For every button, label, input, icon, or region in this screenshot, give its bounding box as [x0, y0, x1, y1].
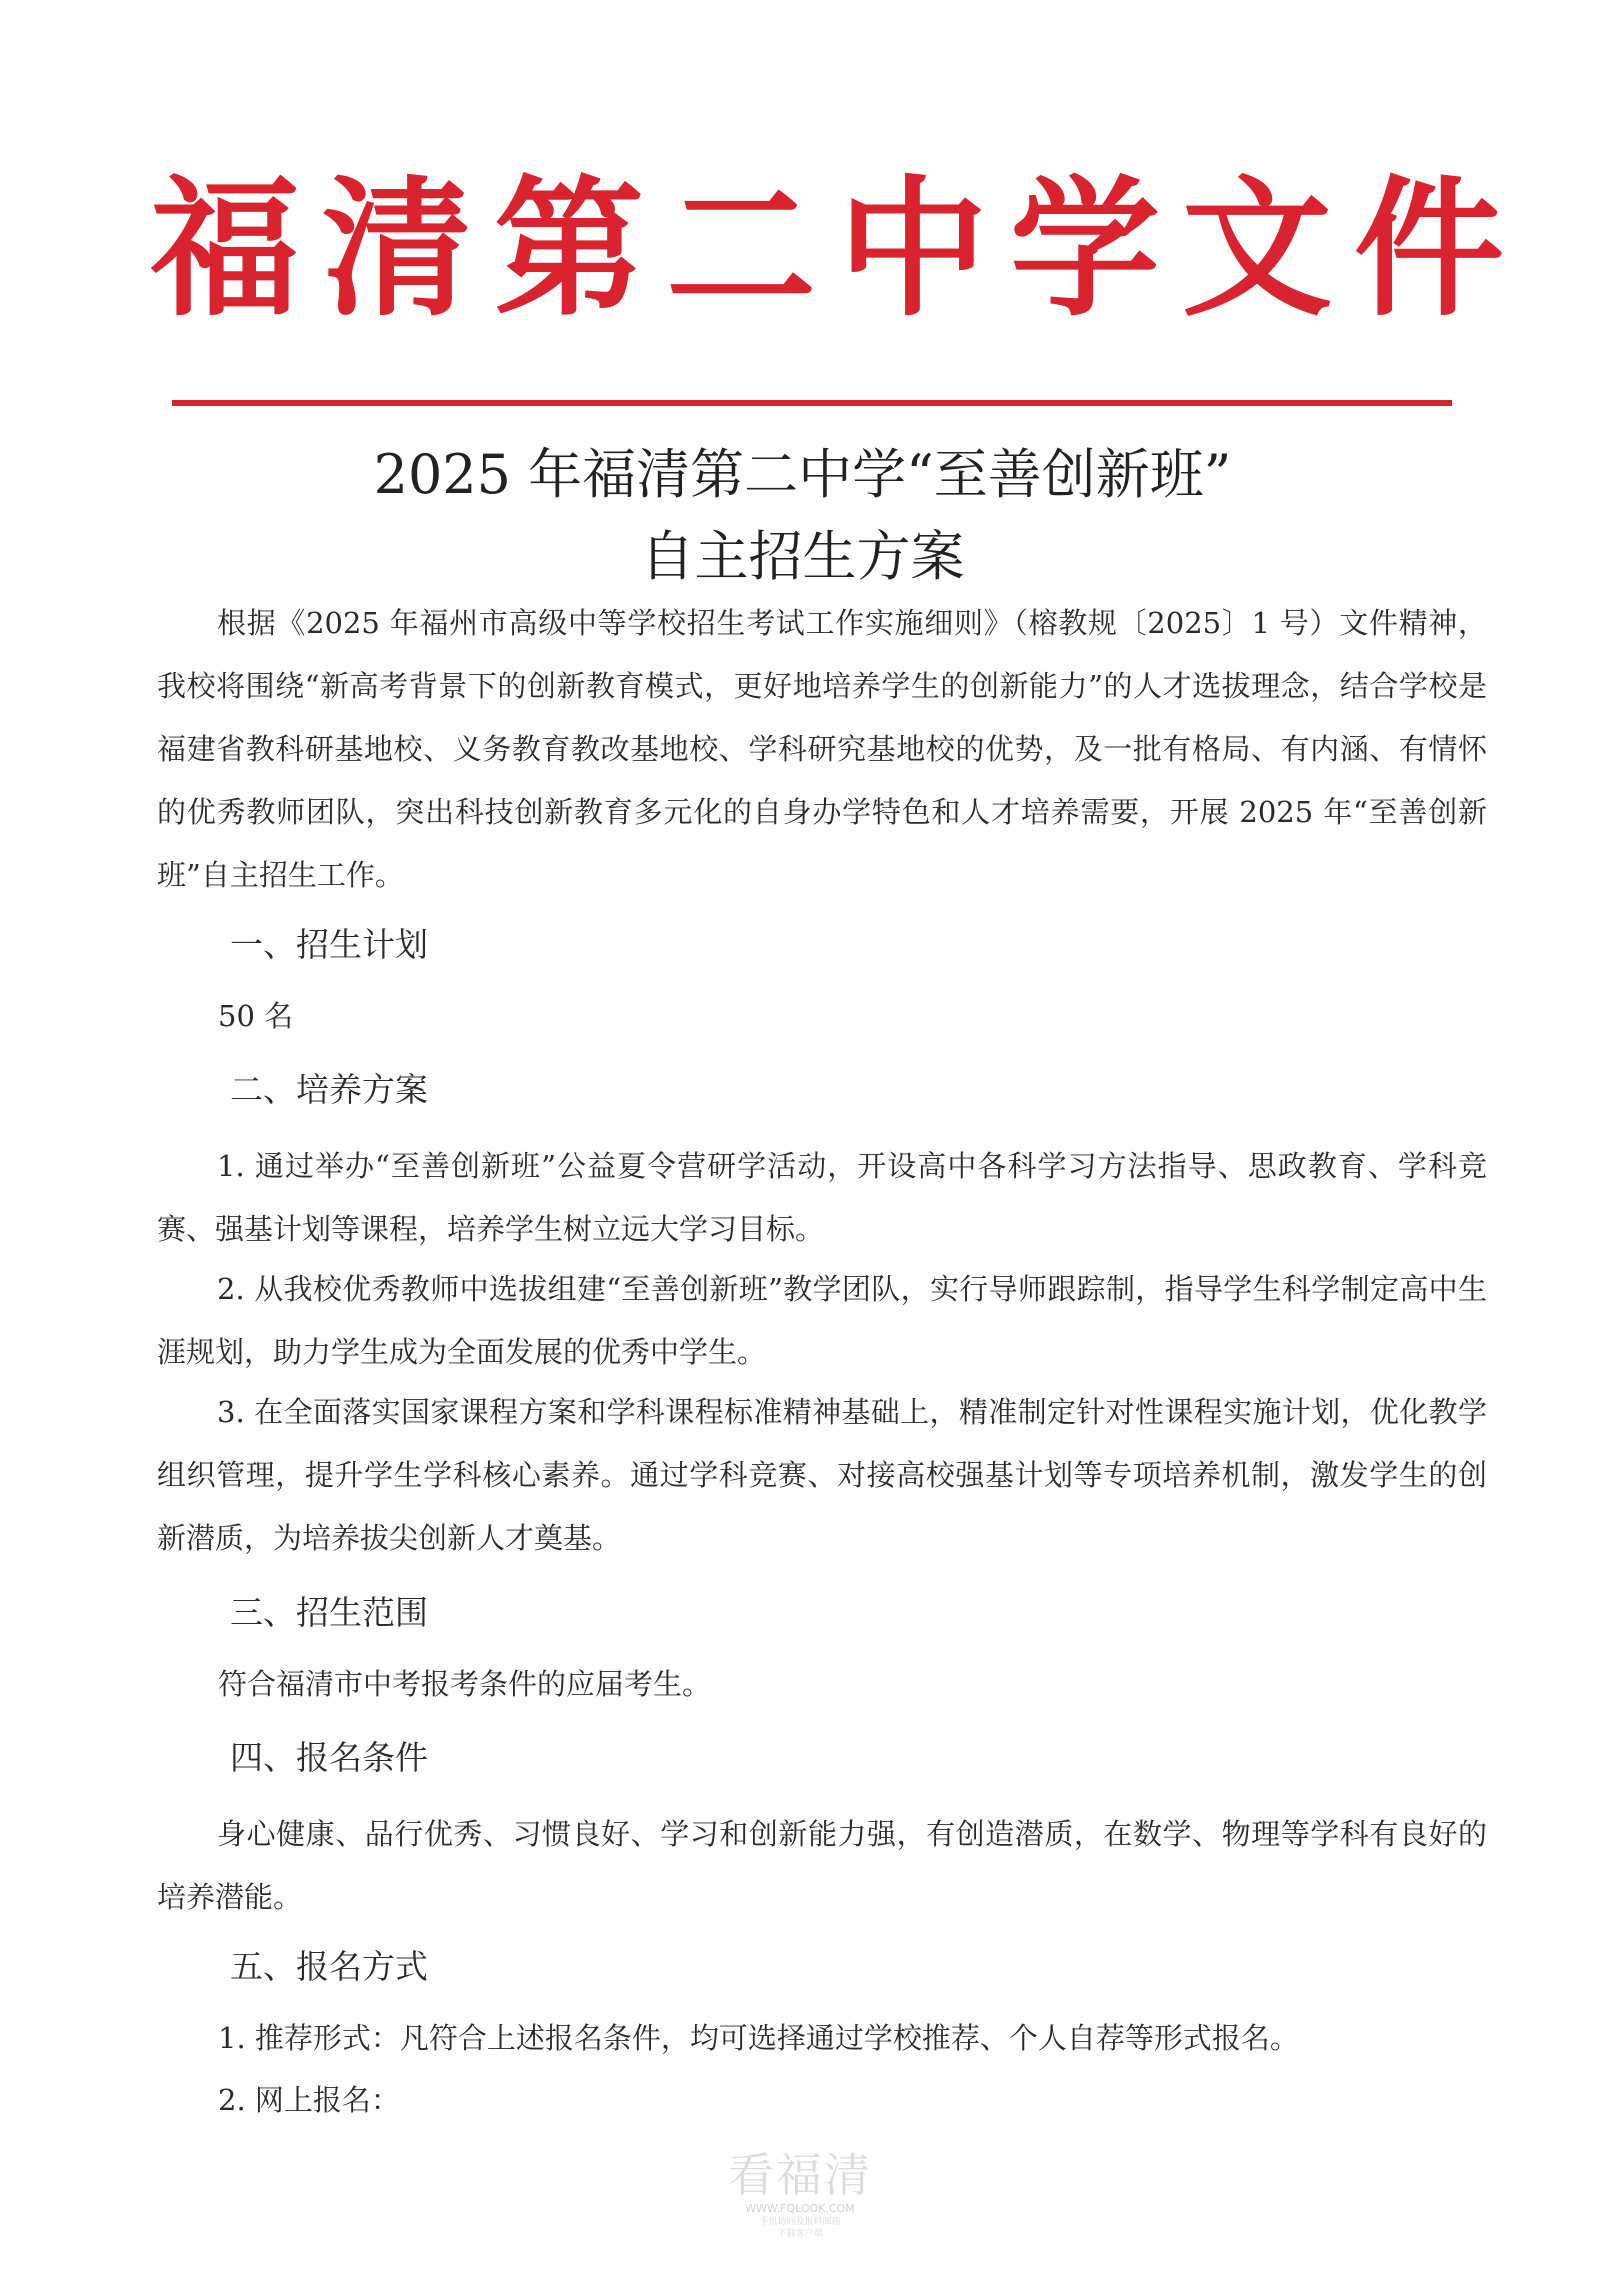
- section-heading-method: 五、报名方式: [230, 1947, 428, 1986]
- section-heading-training: 二、培养方案: [230, 1070, 428, 1109]
- section-heading-plan: 一、招生计划: [230, 925, 428, 964]
- watermark-url: WWW.FQLOOK.COM: [745, 2202, 855, 2215]
- training-item-2: 2. 从我校优秀教师中选拔组建“至善创新班”教学团队，实行导师跟踪制，指导学生科学制定高中生涯规划，助力学生成为全面发展的优秀中学生。: [157, 1272, 1487, 1369]
- watermark: [720, 2148, 880, 2240]
- training-item-1: 1. 通过举办“至善创新班”公益夏令营研学活动，开设高中各科学习方法指导、思政教育、学科竞赛、强基计划等课程，培养学生树立远大学习目标。: [157, 1149, 1487, 1246]
- method-item-1: 1. 推荐形式：凡符合上述报名条件，均可选择通过学校推荐、个人自荐等形式报名。: [218, 2021, 1299, 2055]
- watermark-line2: 下载客户端: [777, 2229, 823, 2239]
- section-body-plan: 50 名: [218, 999, 294, 1033]
- document-title-line1: 2025 年福清第二中学“至善创新班”: [373, 443, 1232, 506]
- method-item-2: 2. 网上报名：: [218, 2083, 400, 2117]
- section-heading-conditions: 四、报名条件: [230, 1738, 428, 1777]
- section-body-scope: 符合福清市中考报考条件的应届考生。: [218, 1667, 712, 1701]
- masthead-divider: [172, 400, 1452, 406]
- masthead-title: 福清第二中学文件: [150, 163, 1527, 337]
- watermark-name: 看福清: [728, 2148, 872, 2202]
- watermark-line1: 手机访问及报料邮箱: [759, 2217, 841, 2227]
- section-body-conditions: 身心健康、品行优秀、习惯良好、学习和创新能力强，有创造潜质，在数学、物理等学科有良好的培养潜能。: [157, 1817, 1487, 1914]
- intro-paragraph: 根据《2025 年福州市高级中等学校招生考试工作实施细则》（榕教规〔2025〕1 号）文件精神，我校将围绕“新高考背景下的创新教育模式，更好地培养学生的创新能力”的人才选拔理念，结合学校是福建省教科研基地校、义务教育教改基地校、学科研究基地校的优势，及一批有格局、有内涵、有情怀的优秀教师团队，突出科技创新教育多元化的自身办学特色和人才培养需要，开展 2025 年“至善创新班”自主招生工作。: [157, 606, 1487, 892]
- section-heading-scope: 三、招生范围: [230, 1593, 428, 1632]
- training-item-3: 3. 在全面落实国家课程方案和学科课程标准精神基础上，精准制定针对性课程实施计划，优化教学组织管理，提升学生学科核心素养。通过学科竞赛、对接高校强基计划等专项培养机制，激发学生的创新潜质，为培养拔尖创新人才奠基。: [157, 1395, 1487, 1555]
- document-title-line2: 自主招生方案: [640, 525, 965, 588]
